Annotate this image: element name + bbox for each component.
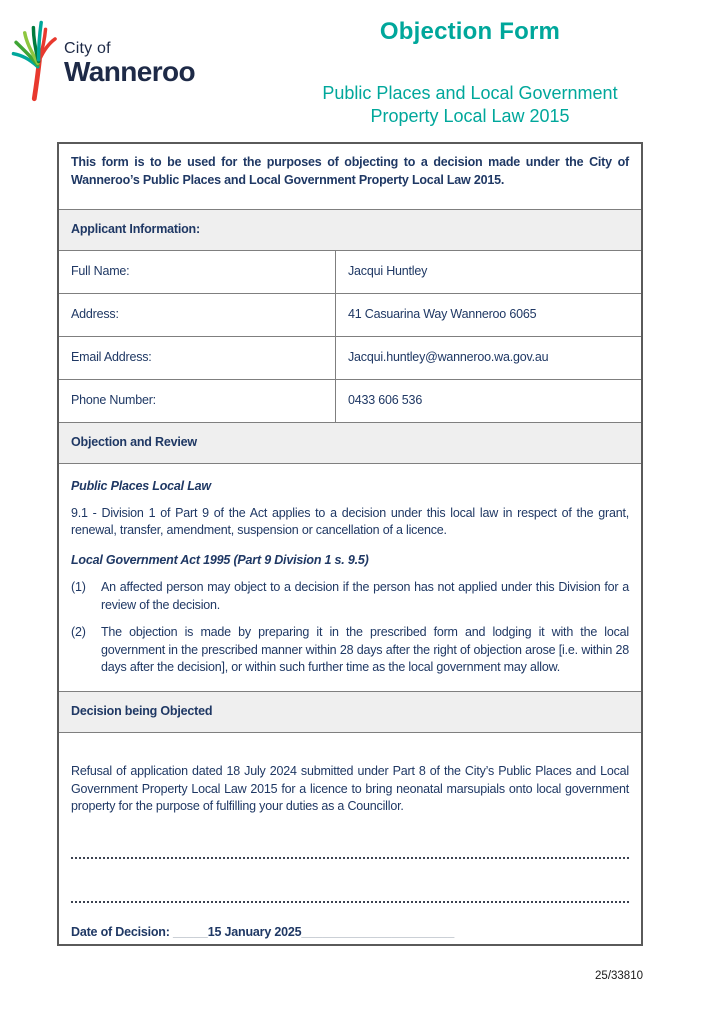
numbered-item-2	[71, 624, 629, 677]
kangaroo-paw-flower-icon	[10, 10, 62, 102]
email-address-label: Email Address:	[71, 350, 152, 365]
date-of-decision-value[interactable]: 15 January 2025	[207, 924, 302, 939]
date-of-decision-line	[71, 924, 629, 942]
fill-in-dotted-line-1[interactable]	[71, 857, 629, 859]
phone-number-label: Phone Number:	[71, 393, 156, 408]
phone-number-row	[59, 379, 641, 422]
logo-wanneroo: Wanneroo	[64, 56, 196, 87]
fill-in-dotted-line-2[interactable]	[71, 901, 629, 903]
subtitle-line-2: Property Local Law 2015	[370, 106, 570, 126]
full-name-field[interactable]: Jacqui Huntley	[335, 251, 641, 293]
clause-9-1-text: 9.1 - Division 1 of Part 9 of the Act applies to a decision under this local law in respect of the grant, renewal, transfer, amendment, suspension or cancellation of a licence.	[71, 505, 629, 537]
numbered-item-1	[71, 579, 629, 614]
title-block	[245, 10, 695, 128]
page-header	[10, 10, 695, 128]
objection-form-table	[57, 142, 643, 946]
address-label: Address:	[71, 307, 119, 322]
subtitle-line-1: Public Places and Local Government	[322, 83, 618, 103]
address-row	[59, 293, 641, 336]
item-1-number: (1)	[71, 580, 86, 594]
document-reference-number: 25/33810	[595, 970, 643, 982]
objection-and-review-header: Objection and Review	[59, 422, 641, 463]
email-address-row	[59, 336, 641, 379]
address-field[interactable]: 41 Casuarina Way Wanneroo 6065	[335, 294, 641, 336]
form-purpose-row	[59, 144, 641, 209]
email-address-field[interactable]: Jacqui.huntley@wanneroo.wa.gov.au	[335, 337, 641, 379]
item-2-number: (2)	[71, 625, 86, 639]
local-government-act-heading: Local Government Act 1995 (Part 9 Division 1 s. 9.5)	[71, 552, 369, 567]
document-title: Objection Form	[379, 18, 561, 45]
logo-city-of: City of	[64, 40, 111, 57]
decision-being-objected-body	[59, 732, 641, 944]
phone-number-field[interactable]: 0433 606 536	[335, 380, 641, 422]
full-name-row	[59, 250, 641, 293]
date-of-decision-label: Date of Decision:	[71, 924, 170, 939]
applicant-information-header: Applicant Information:	[59, 209, 641, 250]
form-purpose-text: This form is to be used for the purposes of objecting to a decision made under the City of Wanneroo’s Public Places and Local Government Property Local Law 2015.	[71, 155, 629, 187]
date-underscore-prefix: _____	[172, 924, 208, 939]
item-2-text: The objection is made by preparing it in the prescribed form and lodging it with the local government in the prescribed manner within 28 days after the right of objection arose [i.e. within 28 days after the decision], or within such further time as the local government may allow.	[101, 625, 629, 674]
logo-wordmark	[64, 40, 195, 87]
decision-being-objected-header: Decision being Objected	[59, 691, 641, 732]
document-subtitle	[245, 82, 695, 128]
date-underscore-suffix: ______________________	[301, 924, 455, 939]
city-of-wanneroo-logo	[10, 10, 245, 128]
item-1-text: An affected person may object to a decision if the person has not applied under this Division for a review of the decision.	[101, 580, 629, 612]
public-places-local-law-heading: Public Places Local Law	[71, 479, 211, 493]
decision-description-text[interactable]: Refusal of application dated 18 July 2024 submitted under Part 8 of the City’s Public Places and Local Government Property Local Law 2015 for a licence to bring neonatal marsupials onto local government property for the purpose of fulfilling your duties as a Councillor.	[71, 764, 629, 813]
full-name-label: Full Name:	[71, 264, 130, 279]
objection-and-review-body	[59, 463, 641, 691]
